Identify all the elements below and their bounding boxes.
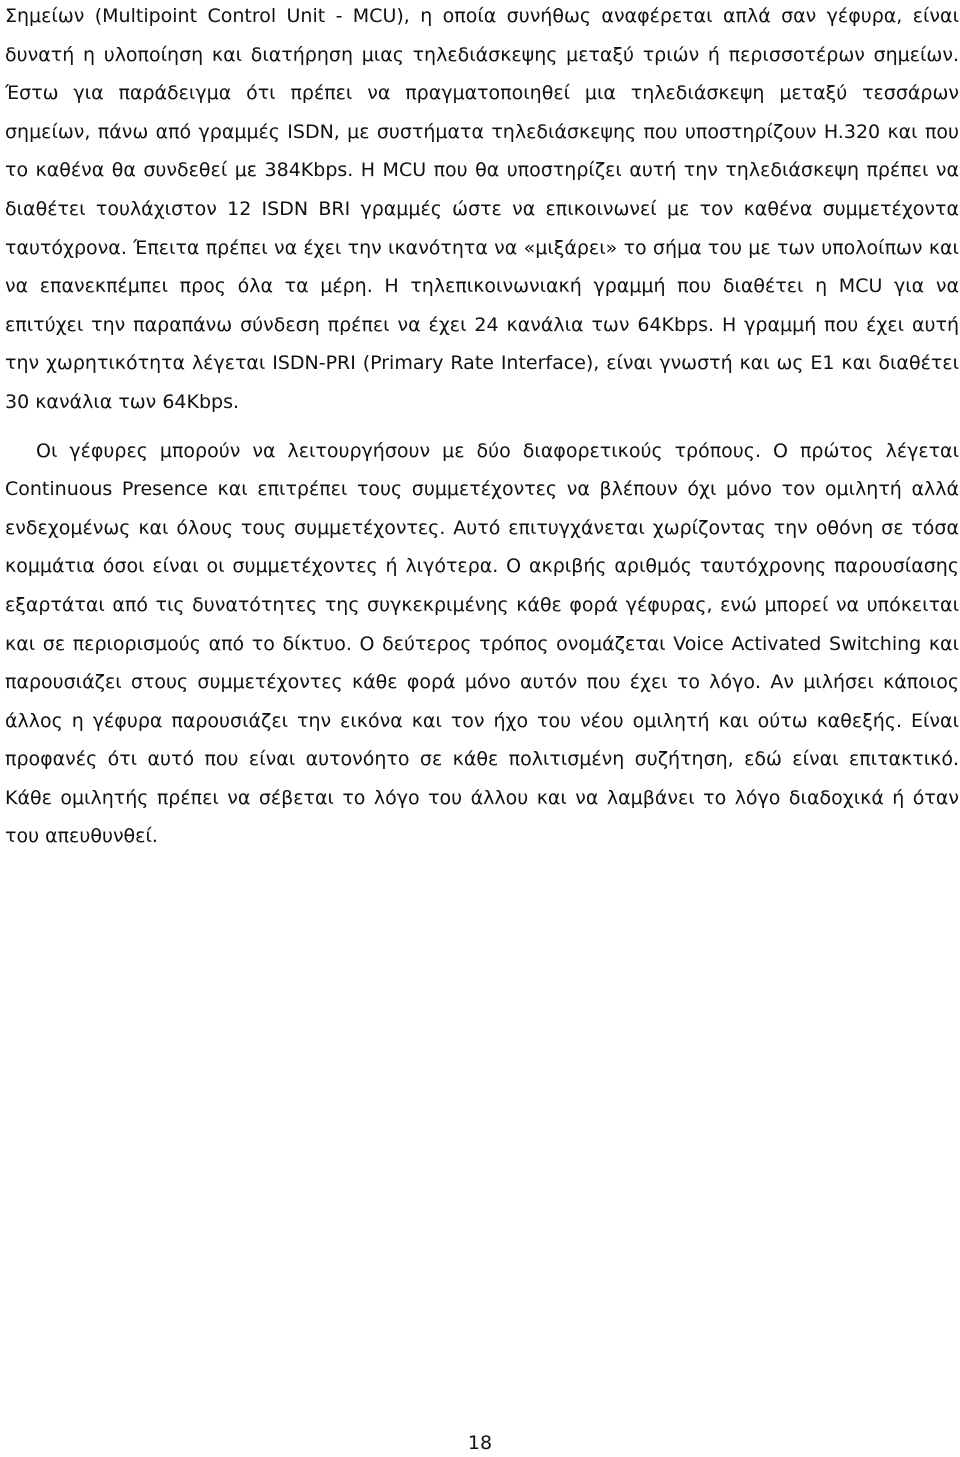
page-number: 18 (467, 1432, 493, 1454)
document-page (5, 0, 959, 856)
paragraph-bridge-modes: Οι γέφυρες μπορούν να λειτουργήσουν με δύο διαφορετικούς τρόπους. Ο πρώτος λέγεται Continuous Presence και επιτρέπει τους συμμετέχοντες να βλέπουν όχι μόνο τον ομιλητή αλλά ενδεχομένως και όλους τους συμμετέχοντες. Αυτό επιτυγχάνεται χωρίζοντας την οθόνη σε τόσα κομμάτια όσοι είναι οι συμμετέχοντες ή λιγότερα. Ο ακριβής αριθμός ταυτόχρονης παρουσίασης εξαρτάται από τις δυνατότητες της συγκεκριμένης κάθε φορά γέφυρας, ενώ μπορεί να υπόκειται και σε περιορισμούς από το δίκτυο. Ο δεύτερος τρόπος ονομάζεται Voice Activated Switching και παρουσιάζει στους συμμετέχοντες κάθε φορά μόνο αυτόν που έχει το λόγο. Αν μιλήσει κάποιος άλλος η γέφυρα παρουσιάζει την εικόνα και τον ήχο του νέου ομιλητή και ούτω καθεξής. Είναι προφανές ότι αυτό που είναι αυτονόητο σε κάθε πολιτισμένη συζήτηση, εδώ είναι επιτακτικό. Κάθε ομιλητής πρέπει να σέβεται το λόγο του άλλου και να λαμβάνει το λόγο διαδοχικά ή όταν του απευθυνθεί. (5, 439, 959, 848)
paragraph-mcu-description: Σημείων (Multipoint Control Unit - MCU), η οποία συνήθως αναφέρεται απλά σαν γέφυρα, είναι δυνατή η υλοποίηση και διατήρηση μιας τηλεδιάσκεψης μεταξύ τριών ή περισσοτέρων σημείων. Έστω για παράδειγμα ότι πρέπει να πραγματοποιηθεί μια τηλεδιάσκεψη μεταξύ τεσσάρων σημείων, πάνω από γραμμές ISDN, με συστήματα τηλεδιάσκεψης που υποστηρίζουν H.320 και που το καθένα θα συνδεθεί με 384Kbps. Η MCU που θα υποστηρίζει αυτή την τηλεδιάσκεψη πρέπει να διαθέτει τουλάχιστον 12 ISDN BRI γραμμές ώστε να επικοινωνεί με τον καθένα συμμετέχοντα ταυτόχρονα. Έπειτα πρέπει να έχει την ικανότητα να «μιξάρει» το σήμα του με των υπολοίπων και να επανεκπέμπει προς όλα τα μέρη. Η τηλεπικοινωνιακή γραμμή που διαθέτει η MCU για να επιτύχει την παραπάνω σύνδεση πρέπει να έχει 24 κανάλια των 64Kbps. Η γραμμή που έχει αυτή την χωρητικότητα λέγεται ISDN-PRI (Primary Rate Interface), είναι γνωστή και ως E1 και διαθέτει 30 κανάλια των 64Kbps. (5, 5, 959, 413)
